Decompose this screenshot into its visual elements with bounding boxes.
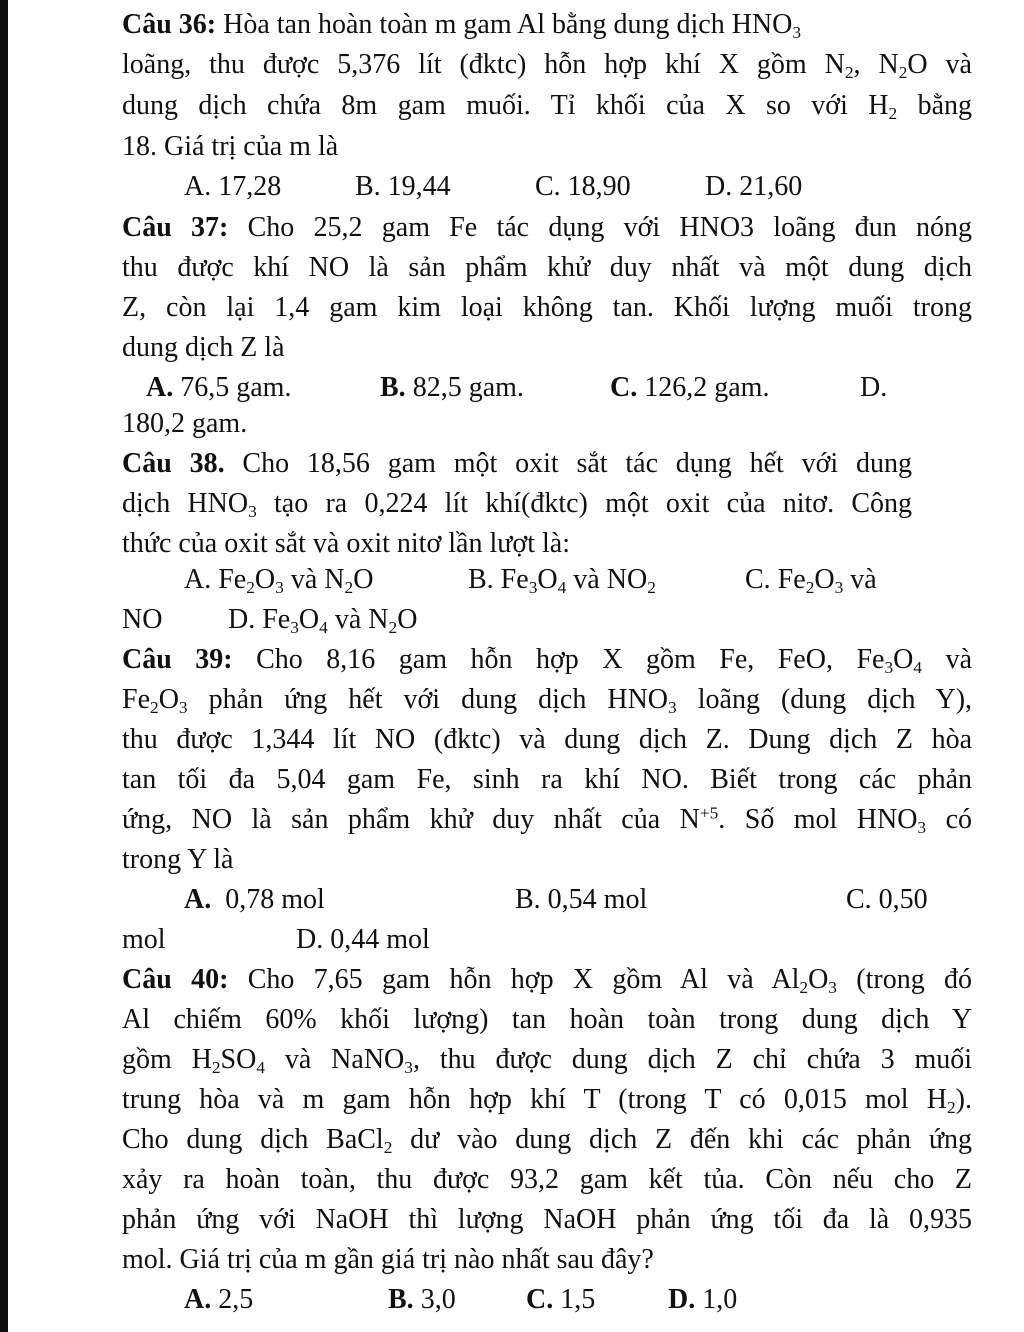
q36-line-4: 18. Giá trị của m là — [122, 131, 339, 162]
q38-options — [0, 560, 1024, 600]
q39-line-3: thu được 1,344 lít NO (đktc) và dung dịch Z. Dung dịch Z hòa — [122, 724, 972, 755]
q40-line-5: Cho dung dịch BaCl$_2$ dư vào dung dịch Z đến khi các phản ứng — [122, 1124, 972, 1157]
q37-label: Câu 37: — [122, 212, 229, 243]
q37-line-2: thu được khí NO là sản phẩm khử duy nhất và một dung dịch — [122, 252, 972, 283]
q39-line-2: $Fe_2O_3$ phản ứng hết với dung dịch $HNO_3$ loãng (dung dịch Y), — [122, 684, 973, 717]
q37-line-4: dung dịch Z là — [122, 332, 285, 363]
q37-option-d: 180,2 gam. — [122, 408, 248, 439]
q39-option-c: C. 0,50 — [846, 884, 928, 915]
q36-line-3: dung dịch chứa 8m gam muối. Tỉ khối của X so với $H_2$ bằng — [122, 90, 973, 123]
q40-line-2: Al chiếm 60% khối lượng) tan hoàn toàn trong dung dịch Y — [122, 1004, 972, 1035]
q37-line-3: Z, còn lại 1,4 gam kim loại không tan. Khối lượng muối trong — [122, 292, 972, 323]
q36-option-a: A. 17,28 — [184, 171, 282, 202]
q37-option-d-label: D. — [860, 372, 888, 403]
q38-option-b: B. $Fe_3O_4$ và $NO_2$ — [468, 564, 656, 597]
q39-label: Câu 39: — [122, 644, 233, 675]
q39-line-5: ứng, NO là sản phẩm khử duy nhất của $N^{+5}$. Số mol $HNO_3$ có — [122, 803, 972, 837]
q38-option-c-tail: NO — [122, 604, 163, 635]
q37-option-a: A. 76,5 gam. — [146, 372, 292, 403]
q36-option-d: D. 21,60 — [705, 171, 803, 202]
q38-option-d: D. $Fe_3O_4$ và $N_2O$ — [228, 604, 418, 637]
q38-option-c: C. $Fe_2O_3$ và — [745, 564, 877, 597]
q38-label: Câu 38. — [122, 448, 225, 479]
q38-line-2: dịch $HNO_3$ tạo ra 0,224 lít khí(đktc) một oxit của nitơ. Công — [122, 488, 913, 521]
q39-option-d: D. 0,44 mol — [296, 924, 430, 955]
q36-line-2: loãng, thu được 5,376 lít (đktc) hỗn hợp khí X gồm $N_2$, $N_2O$ và — [122, 49, 972, 82]
q36-text-1: Hòa tan hoàn toàn m gam Al bằng dung dịch HNO — [223, 9, 793, 40]
q40-option-d: D. 1,0 — [668, 1284, 738, 1315]
q39-option-c-tail: mol — [122, 924, 166, 955]
q37-options — [0, 368, 1024, 408]
q39-line-4: tan tối đa 5,04 gam Fe, sinh ra khí NO. Biết trong các phản — [122, 764, 972, 795]
q39-line-6: trong Y là — [122, 844, 234, 875]
q40-label: Câu 40: — [122, 964, 229, 995]
q40-line-6: xảy ra hoàn toàn, thu được 93,2 gam kết tủa. Còn nếu cho Z — [122, 1164, 972, 1195]
q36-label: Câu 36: — [122, 9, 217, 40]
q39-line-1: Câu 39: Cho 8,16 gam hỗn hợp X gồm Fe, FeO, $Fe_3O_4$ và — [122, 644, 972, 677]
q40-line-7: phản ứng với NaOH thì lượng NaOH phản ứng tối đa là 0,935 — [122, 1204, 972, 1235]
q40-line-4: trung hòa và m gam hỗn hợp khí T (trong T có 0,015 mol $H_2$). — [122, 1084, 972, 1117]
q40-line-3: gồm $H_2SO_4$ và NaNO$_3$, thu được dung dịch Z chỉ chứa 3 muối — [122, 1044, 972, 1077]
q37-line-1: Câu 37: Cho 25,2 gam Fe tác dụng với HNO3 loãng đun nóng — [122, 212, 972, 243]
q36-line-1: Câu 36: Hòa tan hoàn toàn m gam Al bằng dung dịch $HNO_3$ — [122, 9, 802, 42]
q36-options — [0, 167, 1024, 207]
q36-option-b: B. 19,44 — [355, 171, 451, 202]
q38-options-2 — [0, 600, 1024, 640]
q40-line-8: mol. Giá trị của m gần giá trị nào nhất sau đây? — [122, 1244, 654, 1275]
q37-option-c: C. 126,2 gam. — [610, 372, 770, 403]
q39-options — [0, 880, 1024, 920]
q40-option-a: A. 2,5 — [184, 1284, 254, 1315]
q40-option-b: B. 3,0 — [388, 1284, 456, 1315]
q40-options — [0, 1280, 1024, 1320]
q38-option-a: A. $Fe_2O_3$ và $N_2O$ — [184, 564, 374, 597]
q40-line-1: Câu 40: Cho 7,65 gam hỗn hợp X gồm Al và $Al_2O_3$ (trong đó — [122, 964, 973, 997]
q37-option-b: B. 82,5 gam. — [380, 372, 524, 403]
q38-line-3: thức của oxit sắt và oxit nitơ lần lượt là: — [122, 528, 570, 559]
q40-option-c: C. 1,5 — [526, 1284, 596, 1315]
q36-option-c: C. 18,90 — [535, 171, 631, 202]
q39-options-2 — [0, 920, 1024, 960]
q39-option-b: B. 0,54 mol — [515, 884, 648, 915]
q39-option-a: A. 0,78 mol — [184, 884, 325, 915]
q38-line-1: Câu 38. Cho 18,56 gam một oxit sắt tác dụng hết với dung — [122, 448, 913, 479]
